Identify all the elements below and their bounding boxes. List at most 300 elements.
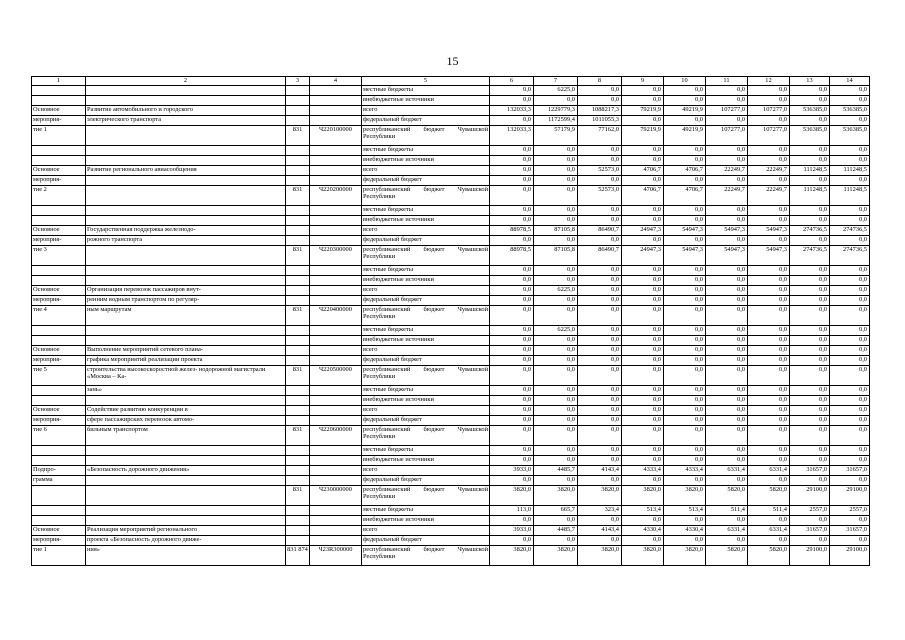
table-row: [32, 146, 870, 156]
measure-name-cell: Организация перевозок пассажиров внут-: [86, 286, 286, 296]
table-row: [32, 546, 870, 566]
amount-cell: 0,0: [622, 306, 664, 326]
amount-cell: 22249,7: [748, 166, 790, 176]
amount-cell: 0,0: [534, 406, 578, 416]
amount-cell: 0,0: [830, 266, 870, 276]
grbs-code-cell: [286, 346, 310, 356]
csr-code-cell: [310, 356, 362, 366]
amount-cell: 107277,0: [706, 106, 748, 116]
amount-cell: 0,0: [578, 476, 622, 486]
amount-cell: 0,0: [790, 386, 830, 396]
measure-name-cell: [86, 206, 286, 216]
amount-cell: 4330,4: [622, 526, 664, 536]
funding-source-cell: местные бюджеты: [362, 146, 490, 156]
measure-name-cell: [86, 156, 286, 166]
amount-cell: 87105,8: [534, 246, 578, 266]
funding-source-cell: всего: [362, 346, 490, 356]
amount-cell: 31657,0: [830, 526, 870, 536]
amount-cell: 0,0: [706, 116, 748, 126]
amount-cell: 4706,7: [664, 166, 706, 176]
funding-source-cell: местные бюджеты: [362, 326, 490, 336]
amount-cell: 0,0: [706, 86, 748, 96]
table-row: [32, 276, 870, 286]
csr-code-cell: [310, 296, 362, 306]
amount-cell: 6331,4: [748, 466, 790, 476]
amount-cell: 54947,3: [664, 226, 706, 236]
amount-cell: 5820,0: [748, 486, 790, 506]
amount-cell: 0,0: [534, 236, 578, 246]
amount-cell: 0,0: [664, 516, 706, 526]
measure-name-cell: рожного транспорта: [86, 236, 286, 246]
amount-cell: 0,0: [664, 236, 706, 246]
amount-cell: 0,0: [664, 276, 706, 286]
amount-cell: 132033,3: [490, 126, 534, 146]
funding-source-cell: местные бюджеты: [362, 506, 490, 516]
amount-cell: 0,0: [578, 416, 622, 426]
column-number-row: [32, 77, 870, 86]
amount-cell: 6225,0: [534, 286, 578, 296]
measure-kind-cell: Основное: [32, 286, 86, 296]
amount-cell: 52573,0: [578, 186, 622, 206]
amount-cell: 0,0: [664, 286, 706, 296]
measure-kind-cell: мероприя-: [32, 296, 86, 306]
table-row: [32, 286, 870, 296]
amount-cell: 1229779,3: [534, 106, 578, 116]
amount-cell: 0,0: [790, 516, 830, 526]
measure-kind-cell: [32, 396, 86, 406]
amount-cell: 0,0: [664, 116, 706, 126]
csr-code-cell: [310, 466, 362, 476]
table-row: [32, 396, 870, 406]
amount-cell: 3820,0: [534, 486, 578, 506]
amount-cell: 0,0: [578, 306, 622, 326]
grbs-code-cell: [286, 446, 310, 456]
amount-cell: 0,0: [830, 156, 870, 166]
funding-source-cell: местные бюджеты: [362, 206, 490, 216]
amount-cell: 0,0: [534, 366, 578, 386]
amount-cell: 88978,5: [490, 226, 534, 236]
amount-cell: 4485,7: [534, 526, 578, 536]
amount-cell: 0,0: [706, 146, 748, 156]
table-row: [32, 156, 870, 166]
table-row: [32, 456, 870, 466]
amount-cell: 0,0: [534, 96, 578, 106]
amount-cell: 0,0: [490, 276, 534, 286]
amount-cell: 0,0: [830, 416, 870, 426]
amount-cell: 0,0: [490, 236, 534, 246]
amount-cell: 24947,3: [622, 226, 664, 236]
measure-kind-cell: Подпро-: [32, 466, 86, 476]
funding-source-cell: федеральный бюджет: [362, 476, 490, 486]
grbs-code-cell: [286, 106, 310, 116]
amount-cell: 0,0: [578, 86, 622, 96]
amount-cell: 0,0: [622, 536, 664, 546]
amount-cell: 1011055,3: [578, 116, 622, 126]
funding-source-cell: всего: [362, 106, 490, 116]
measure-name-cell: Развитие регионального авиасообщения: [86, 166, 286, 176]
amount-cell: 0,0: [664, 406, 706, 416]
amount-cell: 0,0: [534, 346, 578, 356]
amount-cell: 0,0: [830, 536, 870, 546]
funding-source-cell: внебюджетные источники: [362, 216, 490, 226]
amount-cell: 0,0: [622, 86, 664, 96]
amount-cell: 0,0: [578, 266, 622, 276]
amount-cell: 31657,0: [790, 526, 830, 536]
amount-cell: 0,0: [578, 236, 622, 246]
amount-cell: 0,0: [622, 336, 664, 346]
amount-cell: 0,0: [490, 356, 534, 366]
amount-cell: 6331,4: [748, 526, 790, 536]
csr-code-cell: [310, 86, 362, 96]
amount-cell: 536385,0: [790, 106, 830, 116]
amount-cell: 0,0: [534, 146, 578, 156]
funding-source-cell: федеральный бюджет: [362, 416, 490, 426]
table-row: [32, 356, 870, 366]
grbs-code-cell: [286, 226, 310, 236]
amount-cell: 0,0: [790, 366, 830, 386]
grbs-code-cell: 831: [286, 486, 310, 506]
amount-cell: 22249,7: [706, 166, 748, 176]
amount-cell: 0,0: [490, 396, 534, 406]
grbs-code-cell: [286, 516, 310, 526]
amount-cell: 0,0: [830, 176, 870, 186]
amount-cell: 0,0: [830, 516, 870, 526]
csr-code-cell: [310, 116, 362, 126]
amount-cell: 113,0: [490, 506, 534, 516]
measure-name-cell: [86, 146, 286, 156]
amount-cell: 0,0: [622, 446, 664, 456]
measure-kind-cell: [32, 446, 86, 456]
amount-cell: 52573,0: [578, 166, 622, 176]
measure-name-cell: [86, 476, 286, 486]
table-row: [32, 326, 870, 336]
measure-name-cell: «Безопасность дорожного движения»: [86, 466, 286, 476]
grbs-code-cell: [286, 536, 310, 546]
amount-cell: 107277,0: [748, 126, 790, 146]
table-row: [32, 416, 870, 426]
table-row: [32, 406, 870, 416]
csr-code-cell: [310, 326, 362, 336]
amount-cell: 0,0: [830, 296, 870, 306]
amount-cell: 0,0: [706, 96, 748, 106]
amount-cell: 4330,4: [664, 526, 706, 536]
amount-cell: 1172599,4: [534, 116, 578, 126]
csr-code-cell: Ч220100000: [310, 126, 362, 146]
table-row: [32, 226, 870, 236]
amount-cell: 0,0: [490, 416, 534, 426]
amount-cell: 0,0: [790, 206, 830, 216]
funding-source-cell: федеральный бюджет: [362, 356, 490, 366]
amount-cell: 0,0: [706, 156, 748, 166]
amount-cell: 0,0: [490, 206, 534, 216]
amount-cell: 0,0: [622, 456, 664, 466]
grbs-code-cell: [286, 266, 310, 276]
column-number-cell: 14: [830, 77, 870, 86]
measure-name-cell: [86, 176, 286, 186]
amount-cell: 0,0: [490, 266, 534, 276]
column-number-cell: 10: [664, 77, 706, 86]
amount-cell: 0,0: [706, 266, 748, 276]
amount-cell: 0,0: [578, 286, 622, 296]
amount-cell: 0,0: [534, 356, 578, 366]
amount-cell: 4143,4: [578, 466, 622, 476]
amount-cell: 0,0: [706, 366, 748, 386]
amount-cell: 0,0: [490, 346, 534, 356]
amount-cell: 0,0: [622, 276, 664, 286]
funding-source-cell: всего: [362, 466, 490, 476]
funding-source-cell: республиканский бюджет Чувашской Республики: [362, 366, 490, 386]
funding-source-cell: федеральный бюджет: [362, 536, 490, 546]
funding-source-cell: местные бюджеты: [362, 266, 490, 276]
amount-cell: 0,0: [790, 176, 830, 186]
csr-code-cell: [310, 386, 362, 396]
amount-cell: 0,0: [790, 146, 830, 156]
amount-cell: 0,0: [534, 296, 578, 306]
grbs-code-cell: [286, 166, 310, 176]
grbs-code-cell: [286, 416, 310, 426]
amount-cell: 0,0: [534, 416, 578, 426]
grbs-code-cell: [286, 396, 310, 406]
amount-cell: 0,0: [664, 336, 706, 346]
amount-cell: 513,4: [622, 506, 664, 516]
csr-code-cell: [310, 516, 362, 526]
amount-cell: 0,0: [830, 86, 870, 96]
amount-cell: 132033,3: [490, 106, 534, 116]
measure-name-cell: [86, 336, 286, 346]
amount-cell: 0,0: [622, 286, 664, 296]
grbs-code-cell: [286, 286, 310, 296]
grbs-code-cell: [286, 86, 310, 96]
amount-cell: 0,0: [830, 306, 870, 326]
grbs-code-cell: [286, 116, 310, 126]
funding-source-cell: федеральный бюджет: [362, 236, 490, 246]
amount-cell: 0,0: [790, 266, 830, 276]
amount-cell: 0,0: [664, 156, 706, 166]
amount-cell: 29100,0: [830, 546, 870, 566]
csr-code-cell: [310, 106, 362, 116]
amount-cell: 0,0: [490, 306, 534, 326]
amount-cell: 0,0: [490, 406, 534, 416]
amount-cell: 0,0: [534, 396, 578, 406]
table-row: [32, 366, 870, 386]
amount-cell: 22249,7: [748, 186, 790, 206]
amount-cell: 0,0: [664, 536, 706, 546]
column-number-cell: 8: [578, 77, 622, 86]
csr-code-cell: [310, 416, 362, 426]
amount-cell: 0,0: [748, 206, 790, 216]
measure-name-cell: ния»: [86, 546, 286, 566]
amount-cell: 0,0: [830, 206, 870, 216]
measure-name-cell: [86, 96, 286, 106]
amount-cell: 3820,0: [490, 486, 534, 506]
amount-cell: 0,0: [706, 236, 748, 246]
amount-cell: 0,0: [706, 396, 748, 406]
measure-kind-cell: [32, 146, 86, 156]
amount-cell: 0,0: [830, 116, 870, 126]
amount-cell: 0,0: [748, 536, 790, 546]
amount-cell: 0,0: [622, 386, 664, 396]
amount-cell: 0,0: [706, 446, 748, 456]
measure-kind-cell: Основное: [32, 526, 86, 536]
measure-name-cell: Реализация мероприятий регионального: [86, 526, 286, 536]
funding-source-cell: внебюджетные источники: [362, 516, 490, 526]
measure-kind-cell: мероприя-: [32, 416, 86, 426]
column-number-cell: 11: [706, 77, 748, 86]
measure-name-cell: бильным транспортом: [86, 426, 286, 446]
amount-cell: 0,0: [790, 326, 830, 336]
measure-kind-cell: [32, 86, 86, 96]
amount-cell: 3820,0: [664, 546, 706, 566]
measure-kind-cell: [32, 216, 86, 226]
csr-code-cell: Ч23R300000: [310, 546, 362, 566]
amount-cell: 54947,3: [748, 226, 790, 236]
measure-kind-cell: [32, 506, 86, 516]
measure-name-cell: ренним водным транспортом по регуляр-: [86, 296, 286, 306]
amount-cell: 3933,0: [490, 466, 534, 476]
amount-cell: 0,0: [830, 216, 870, 226]
table-row: [32, 296, 870, 306]
grbs-code-cell: [286, 206, 310, 216]
csr-code-cell: [310, 276, 362, 286]
amount-cell: 0,0: [664, 456, 706, 466]
grbs-code-cell: [286, 276, 310, 286]
amount-cell: 4706,7: [622, 166, 664, 176]
amount-cell: 54947,3: [748, 246, 790, 266]
amount-cell: 0,0: [534, 386, 578, 396]
amount-cell: 0,0: [706, 336, 748, 346]
amount-cell: 0,0: [664, 426, 706, 446]
amount-cell: 274736,5: [830, 226, 870, 236]
amount-cell: 88978,5: [490, 246, 534, 266]
amount-cell: 29100,0: [790, 546, 830, 566]
amount-cell: 0,0: [578, 206, 622, 216]
grbs-code-cell: [286, 176, 310, 186]
amount-cell: 3820,0: [622, 486, 664, 506]
amount-cell: 0,0: [790, 426, 830, 446]
amount-cell: 0,0: [664, 346, 706, 356]
measure-kind-cell: мероприя-: [32, 356, 86, 366]
column-number-cell: 9: [622, 77, 664, 86]
amount-cell: 0,0: [790, 276, 830, 286]
grbs-code-cell: [286, 476, 310, 486]
table-row: [32, 206, 870, 216]
amount-cell: 0,0: [830, 336, 870, 346]
amount-cell: 0,0: [622, 396, 664, 406]
amount-cell: 0,0: [622, 116, 664, 126]
table-row: [32, 536, 870, 546]
amount-cell: 0,0: [790, 336, 830, 346]
amount-cell: 0,0: [748, 356, 790, 366]
funding-source-cell: федеральный бюджет: [362, 176, 490, 186]
amount-cell: 6331,4: [706, 526, 748, 536]
table-row: [32, 446, 870, 456]
amount-cell: 0,0: [790, 536, 830, 546]
amount-cell: 2557,0: [830, 506, 870, 516]
table-row: [32, 306, 870, 326]
measure-name-cell: [86, 276, 286, 286]
funding-source-cell: местные бюджеты: [362, 446, 490, 456]
amount-cell: 0,0: [622, 156, 664, 166]
measure-kind-cell: тие 3: [32, 246, 86, 266]
table-row: [32, 166, 870, 176]
grbs-code-cell: [286, 156, 310, 166]
measure-name-cell: [86, 186, 286, 206]
measure-kind-cell: [32, 336, 86, 346]
measure-kind-cell: тие 4: [32, 306, 86, 326]
csr-code-cell: Ч220300000: [310, 246, 362, 266]
amount-cell: 57179,9: [534, 126, 578, 146]
measure-name-cell: [86, 86, 286, 96]
funding-source-cell: федеральный бюджет: [362, 116, 490, 126]
measure-kind-cell: тие 6: [32, 426, 86, 446]
measure-name-cell: Содействие развитию конкуренции в: [86, 406, 286, 416]
grbs-code-cell: [286, 146, 310, 156]
csr-code-cell: [310, 216, 362, 226]
amount-cell: 0,0: [748, 116, 790, 126]
amount-cell: 0,0: [490, 156, 534, 166]
funding-source-cell: республиканский бюджет Чувашской Республики: [362, 186, 490, 206]
amount-cell: 3820,0: [578, 546, 622, 566]
funding-source-cell: местные бюджеты: [362, 86, 490, 96]
page-number: 15: [446, 54, 459, 68]
amount-cell: 0,0: [578, 176, 622, 186]
csr-code-cell: [310, 336, 362, 346]
amount-cell: 0,0: [706, 476, 748, 486]
table-row: [32, 466, 870, 476]
measure-name-cell: [86, 456, 286, 466]
funding-source-cell: всего: [362, 286, 490, 296]
grbs-code-cell: [286, 506, 310, 516]
amount-cell: 0,0: [706, 356, 748, 366]
amount-cell: 511,4: [748, 506, 790, 516]
amount-cell: 0,0: [748, 416, 790, 426]
table-row: [32, 96, 870, 106]
table-row: [32, 216, 870, 226]
amount-cell: 111248,5: [830, 166, 870, 176]
amount-cell: 0,0: [534, 336, 578, 346]
grbs-code-cell: [286, 466, 310, 476]
amount-cell: 2557,0: [790, 506, 830, 516]
table-row: [32, 346, 870, 356]
amount-cell: 0,0: [790, 346, 830, 356]
amount-cell: 0,0: [706, 306, 748, 326]
amount-cell: 0,0: [534, 266, 578, 276]
amount-cell: 0,0: [748, 456, 790, 466]
funding-source-cell: внебюджетные источники: [362, 156, 490, 166]
amount-cell: 0,0: [706, 346, 748, 356]
amount-cell: 49219,9: [664, 126, 706, 146]
funding-source-cell: республиканский бюджет Чувашской Республики: [362, 426, 490, 446]
table-row: [32, 486, 870, 506]
amount-cell: 0,0: [490, 86, 534, 96]
amount-cell: 0,0: [706, 456, 748, 466]
amount-cell: 0,0: [622, 426, 664, 446]
amount-cell: 3820,0: [490, 546, 534, 566]
amount-cell: 0,0: [664, 96, 706, 106]
amount-cell: 0,0: [790, 406, 830, 416]
amount-cell: 0,0: [664, 86, 706, 96]
amount-cell: 0,0: [790, 446, 830, 456]
measure-kind-cell: Основное: [32, 346, 86, 356]
column-number-cell: 3: [286, 77, 310, 86]
amount-cell: 323,4: [578, 506, 622, 516]
amount-cell: 0,0: [490, 326, 534, 336]
amount-cell: 0,0: [748, 406, 790, 416]
amount-cell: 77162,0: [578, 126, 622, 146]
table-row: [32, 126, 870, 146]
funding-source-cell: всего: [362, 406, 490, 416]
amount-cell: 0,0: [748, 176, 790, 186]
